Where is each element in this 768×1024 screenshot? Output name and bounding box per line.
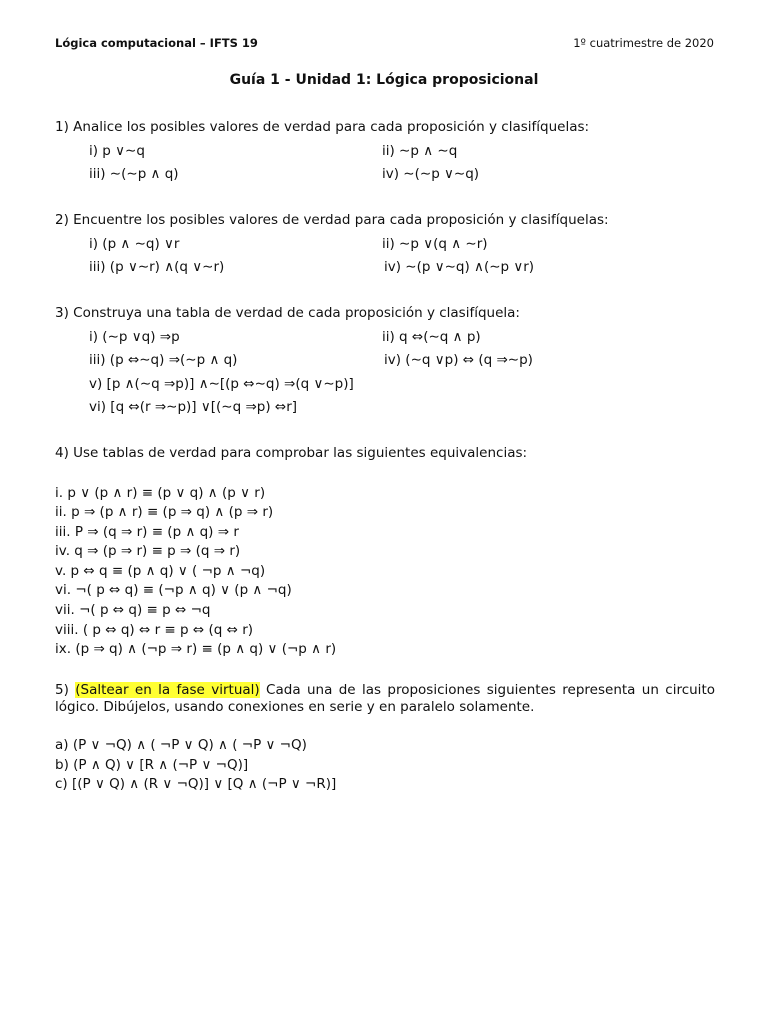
q4-item: ii. p ⇒ (p ∧ r) ≡ (p ⇒ q) ∧ (p ⇒ r) [55,504,274,520]
header-term: 1º cuatrimestre de 2020 [573,36,714,50]
q5-item: a) (P ∨ ¬Q) ∧ ( ¬P ∨ Q) ∧ ( ¬P ∨ ¬Q) [55,737,307,753]
q4-prompt: 4) Use tablas de verdad para comprobar las siguientes equivalencias: [55,445,528,461]
q3-item: vi) [q ⇔(r ⇒∼p)] ∨[(∼q ⇒p) ⇔r] [89,399,298,415]
q4-item: viii. ( p ⇔ q) ⇔ r ≡ p ⇔ (q ⇔ r) [55,622,254,638]
q4-item: iv. q ⇒ (p ⇒ r) ≡ p ⇒ (q ⇒ r) [55,543,241,559]
q2-item: iii) (p ∨∼r) ∧(q ∨∼r) [89,259,225,275]
q1-prompt: 1) Analice los posibles valores de verdad para cada proposición y clasifíquelas: [55,119,590,135]
q5-item: b) (P ∧ Q) ∨ [R ∧ (¬P ∨ ¬Q)] [55,757,249,773]
q1-item: iii) ∼(∼p ∧ q) [89,166,179,182]
q3-item: iii) (p ⇔∼q) ⇒(∼p ∧ q) [89,352,238,368]
q4-item: i. p ∨ (p ∧ r) ≡ (p ∨ q) ∧ (p ∨ r) [55,485,266,501]
q2-item: iv) ∼(p ∨∼q) ∧(∼p ∨r) [384,259,535,275]
q3-item: v) [p ∧(∼q ⇒p)] ∧∼[(p ⇔∼q) ⇒(q ∨∼p)] [89,376,354,392]
q5-paragraph [55,682,715,716]
q4-item: vii. ¬( p ⇔ q) ≡ p ⇔ ¬q [55,602,211,618]
q4-item: iii. P ⇒ (q ⇒ r) ≡ (p ∧ q) ⇒ r [55,524,239,540]
q2-item: i) (p ∧ ∼q) ∨r [89,236,180,252]
page-title: Guía 1 - Unidad 1: Lógica proposicional [229,72,539,88]
q1-item: ii) ∼p ∧ ∼q [382,143,458,159]
q4-item: vi. ¬( p ⇔ q) ≡ (¬p ∧ q) ∨ (p ∧ ¬q) [55,582,292,598]
q2-item: ii) ∼p ∨(q ∧ ∼r) [382,236,488,252]
q3-item: ii) q ⇔(∼q ∧ p) [382,329,481,345]
q5-number: 5) [55,682,69,698]
q5-highlight-note: (Saltear en la fase virtual) [75,682,260,698]
q5-prompt: Cada una de las proposiciones siguientes representa un circuito lógico. Dibújelos, usando conexiones en serie y en paralelo solamente. [55,682,715,715]
q4-item: v. p ⇔ q ≡ (p ∧ q) ∨ ( ¬p ∧ ¬q) [55,563,266,579]
q3-item: i) (∼p ∨q) ⇒p [89,329,180,345]
q5-item: c) [(P ∨ Q) ∧ (R ∨ ¬Q)] ∨ [Q ∧ (¬P ∨ ¬R)] [55,776,337,792]
q3-prompt: 3) Construya una tabla de verdad de cada proposición y clasifíquela: [55,305,520,321]
q4-item: ix. (p ⇒ q) ∧ (¬p ⇒ r) ≡ (p ∧ q) ∨ (¬p ∧ r) [55,641,337,657]
q3-item: iv) (∼q ∨p) ⇔ (q ⇒∼p) [384,352,533,368]
q1-item: iv) ∼(∼p ∨∼q) [382,166,480,182]
q2-prompt: 2) Encuentre los posibles valores de verdad para cada proposición y clasifíquelas: [55,212,609,228]
header-course: Lógica computacional – IFTS 19 [55,36,258,50]
q1-item: i) p ∨∼q [89,143,145,159]
